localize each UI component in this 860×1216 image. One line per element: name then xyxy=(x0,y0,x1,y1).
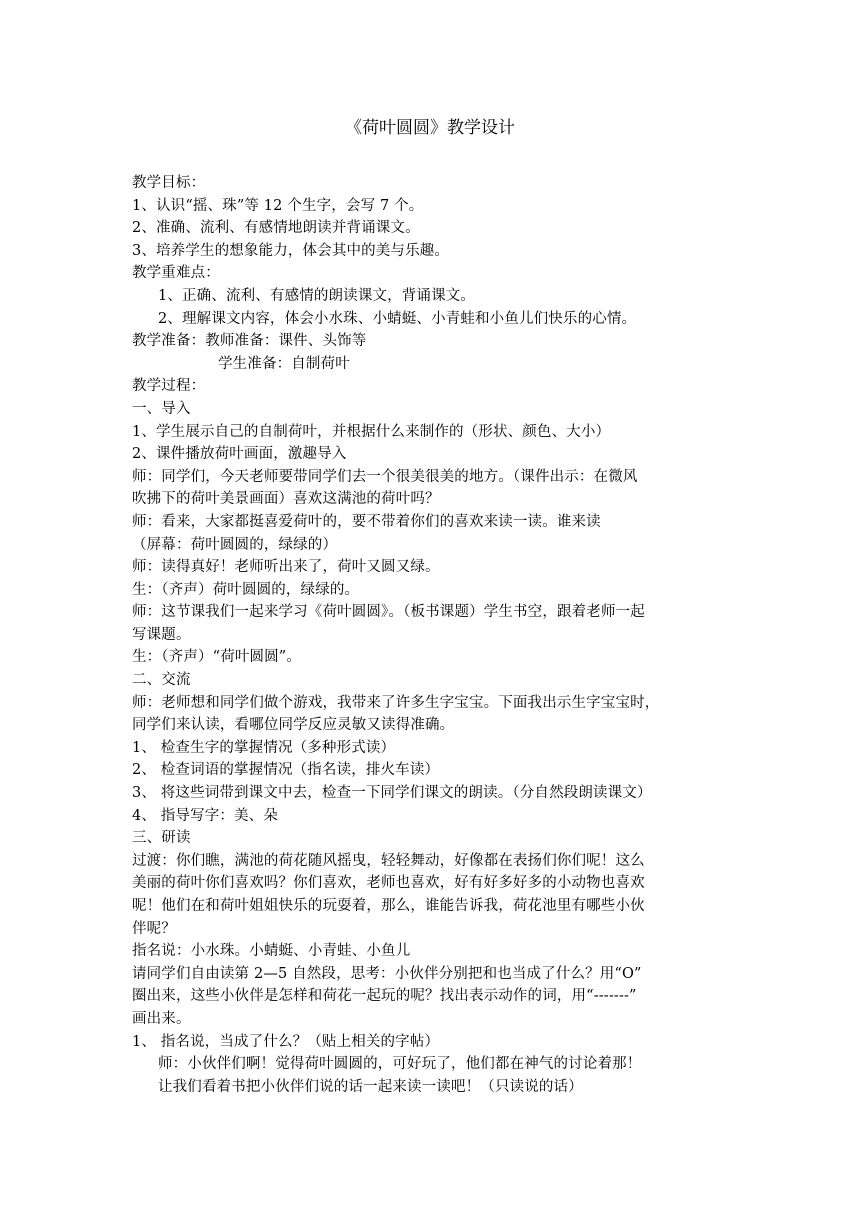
list-item: 2、 检查词语的掌握情况（指名读，排火车读） xyxy=(132,762,440,779)
paragraph-line: （屏幕：荷叶圆圆的，绿绿的） xyxy=(132,536,338,553)
preparation-teacher: 教学准备：教师准备：课件、头饰等 xyxy=(132,333,367,350)
paragraph-line: 1、学生展示自己的自制荷叶，并根据什么来制作的（形状、颜色、大小） xyxy=(132,423,611,440)
subsection-heading: 一、导入 xyxy=(132,400,191,417)
section-heading-objectives: 教学目标： xyxy=(132,175,206,191)
list-item: 3、 将这些词带到课文中去，检查一下同学们课文的朗读。（分自然段朗读课文） xyxy=(132,785,652,802)
document-title: 《荷叶圆圆》教学设计 xyxy=(345,118,515,138)
key-point-item: 2、理解课文内容，体会小水珠、小蜻蜓、小青蛙和小鱼儿们快乐的心情。 xyxy=(158,310,637,327)
document-body xyxy=(132,172,730,1098)
paragraph-line: 2、课件播放荷叶画面，激趣导入 xyxy=(132,446,347,463)
paragraph-line: 师：老师想和同学们做个游戏，我带来了许多生字宝宝。下面我出示生字宝宝时， xyxy=(132,694,660,711)
paragraph-line: 师：读得真好！老师听出来了，荷叶又圆又绿。 xyxy=(132,559,440,576)
paragraph-line: 师：同学们，今天老师要带同学们去一个很美很美的地方。（课件出示：在微风 xyxy=(132,468,638,485)
subsection-heading: 二、交流 xyxy=(132,672,191,689)
paragraph-line: 过渡：你们瞧，满池的荷花随风摇曳，轻轻舞动，好像都在表扬们你们呢！这么 xyxy=(132,852,645,869)
paragraph-line: 写课题。 xyxy=(132,626,191,643)
paragraph-line: 美丽的荷叶你们喜欢吗？你们喜欢，老师也喜欢，好有好多好多的小动物也喜欢 xyxy=(132,875,645,892)
paragraph-line: 伴呢？ xyxy=(132,920,176,937)
list-item: 1、 指名说，当成了什么？（贴上相关的字帖） xyxy=(132,1033,440,1050)
paragraph-line: 呢！他们在和荷叶姐姐快乐的玩耍着，那么，谁能告诉我，荷花池里有哪些小伙 xyxy=(132,898,645,914)
paragraph-line: 师：小伙伴们啊！觉得荷叶圆圆的，可好玩了，他们都在神气的讨论着那！ xyxy=(158,1056,642,1073)
paragraph-line: 让我们看着书把小伙伴们说的话一起来读一读吧！（只读说的话） xyxy=(158,1078,583,1095)
section-heading-process: 教学过程： xyxy=(132,378,206,395)
paragraph-line: 圈出来，这些小伙伴是怎样和荷花一起玩的呢？找出表示动作的词，用“-------” xyxy=(132,988,637,1005)
paragraph-line: 师：这节课我们一起来学习《荷叶圆圆》。（板书课题）学生书空，跟着老师一起 xyxy=(132,604,645,621)
paragraph-line: 请同学们自由读第 2—5 自然段，思考：小伙伴分别把和也当成了什么？用“O” xyxy=(132,965,642,982)
objective-item: 2、准确、流利、有感情地朗读并背诵课文。 xyxy=(132,220,420,237)
list-item: 1、 检查生字的掌握情况（多种形式读） xyxy=(132,739,396,756)
paragraph-line: 师：看来，大家都挺喜爱荷叶的，要不带着你们的喜欢来读一读。谁来读 xyxy=(132,513,601,530)
subsection-heading: 三、研读 xyxy=(132,830,191,847)
key-point-item: 1、正确、流利、有感情的朗读课文，背诵课文。 xyxy=(158,287,476,304)
list-item: 4、 指导写字：美、朵 xyxy=(132,807,278,824)
paragraph-line: 同学们来认读，看哪位同学反应灵敏又读得准确。 xyxy=(132,717,455,734)
paragraph-line: 生：（齐声）“荷叶圆圆”。 xyxy=(132,649,302,666)
objective-item: 1、认识“摇、珠”等 12 个生字，会写 7 个。 xyxy=(132,197,424,214)
objective-item: 3、培养学生的想象能力，体会其中的美与乐趣。 xyxy=(132,242,450,259)
paragraph-line: 吹拂下的荷叶美景画面）喜欢这满池的荷叶吗？ xyxy=(132,491,440,508)
section-heading-key-points: 教学重难点： xyxy=(132,265,220,282)
preparation-student: 学生准备：自制荷叶 xyxy=(218,355,350,372)
paragraph-line: 指名说：小水珠。小蜻蜓、小青蛙、小鱼儿 xyxy=(132,943,411,960)
paragraph-line: 画出来。 xyxy=(132,1010,191,1027)
paragraph-line: 生：（齐声）荷叶圆圆的，绿绿的。 xyxy=(132,581,360,598)
